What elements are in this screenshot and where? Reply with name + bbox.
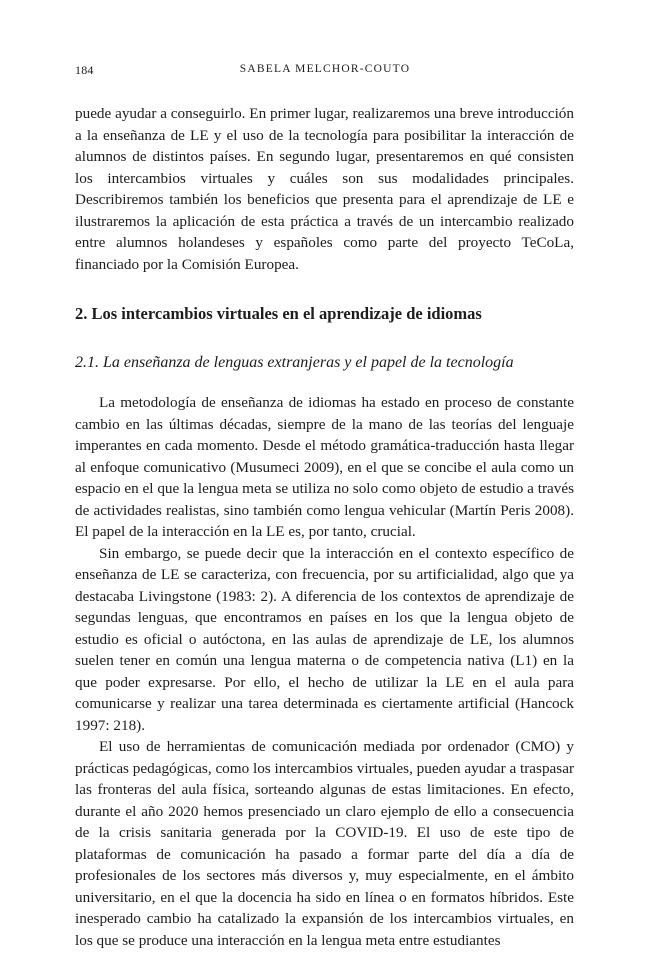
section-heading: 2. Los intercambios virtuales en el aprendizaje de idiomas xyxy=(75,304,482,323)
intro-paragraph: puede ayudar a conseguirlo. En primer lugar, realizaremos una breve introducción a la enseñanza de LE y el uso de la tecnología para posibilitar la interacción de alumnos de distintos países. En segundo lugar, presentaremos en qué consisten los intercambios virtuales y cuáles son sus modalidades principales. Describiremos también los beneficios que presenta para el aprendizaje de LE e ilustraremos la aplicación de esta práctica a través de un intercambio realizado entre alumnos holandeses y españoles como parte del proyecto TeCoLa, financiado por la Comisión Europea. xyxy=(75,105,574,273)
body-paragraph: El uso de herramientas de comunicación mediada por ordenador (CMO) y prácticas pedagógicas, como los intercambios virtuales, pueden ayudar a traspasar las fronteras del aula física, sorteando algunas de estas limitaciones. En efecto, durante el año 2020 hemos presenciado un claro ejemplo de ello a consecuencia de la crisis sanitaria generada por la COVID-19. El uso de este tipo de plataformas de comunicación ha pasado a formar parte del día a día de profesionales de los sectores más diversos y, muy especialmente, en el ámbito universitario, en el que la docencia ha sido en línea o en formatos híbridos. Este inesperado cambio ha catalizado la expansión de los intercambios virtuales, en los que se produce una interacción en la lengua meta entre estudiantes xyxy=(75,738,574,949)
page-number: 184 xyxy=(75,63,94,77)
subsection-heading: 2.1. La enseñanza de lenguas extranjeras y el papel de la tecnología xyxy=(75,354,514,371)
body-paragraph: La metodología de enseñanza de idiomas ha estado en proceso de constante cambio en las últimas décadas, siempre de la mano de las teorías del lenguaje imperantes en cada momento. Desde el método gramática-traducción hasta llegar al enfoque comunicativo (Musumeci 2009), en el que se concibe el aula como un espacio en el que la lengua meta se utiliza no solo como objeto de estudio a través de actividades realistas, sino también como lengua vehicular (Martín Peris 2008). El papel de la interacción en la LE es, por tanto, crucial. xyxy=(75,394,574,540)
running-head-author: SABELA MELCHOR-COUTO xyxy=(239,63,411,75)
body-paragraph: Sin embargo, se puede decir que la interacción en el contexto específico de enseñanza de LE se caracteriza, con frecuencia, por su artificialidad, algo que ya destacaba Livingstone (1983: 2). A diferencia de los contextos de aprendizaje de segundas lenguas, que encontramos en países en los que la lengua objeto de estudio es oficial o autóctona, en las aulas de aprendizaje de LE, los alumnos suelen tener en común una lengua materna o de competencia nativa (L1) en la que poder expresarse. Por ello, el hecho de utilizar la LE en el aula para comunicarse y realizar una tarea determinada es ciertamente artificial (Hancock 1997: 218). xyxy=(75,544,574,734)
running-head xyxy=(75,63,575,81)
body-text xyxy=(75,103,574,951)
